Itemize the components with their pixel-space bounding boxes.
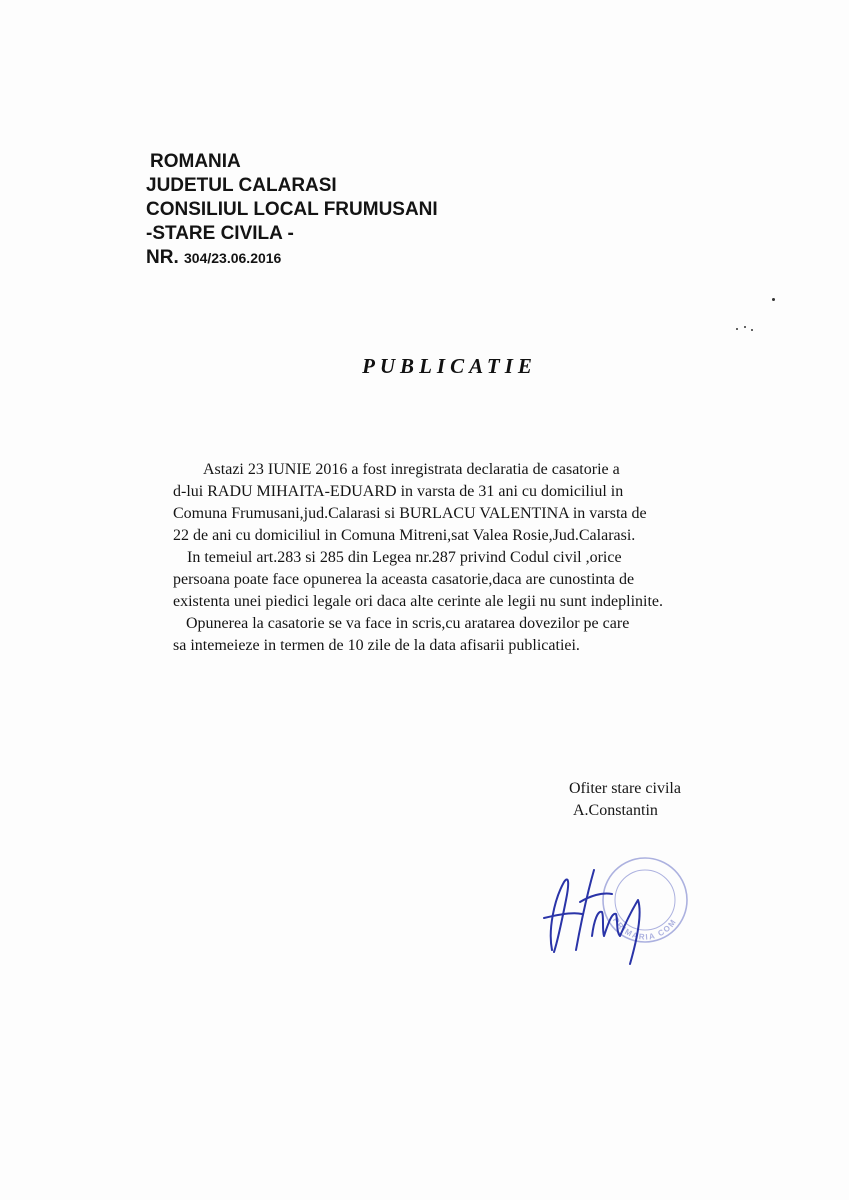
signature-and-stamp (530, 840, 700, 970)
header-department: -STARE CIVILA - (146, 223, 294, 244)
header-number-prefix: NR. (146, 247, 179, 268)
signatory-block (569, 778, 681, 822)
body-line: persoana poate face opunerea la aceasta casatorie,daca are cunostinta de (173, 571, 635, 588)
header-council: CONSILIUL LOCAL FRUMUSANI (146, 199, 438, 220)
issuer-header (146, 150, 438, 270)
header-number-value: 304/23.06.2016 (184, 250, 282, 266)
body-line: 22 de ani cu domiciliul in Comuna Mitreni,sat Valea Rosie,Jud.Calarasi. (173, 527, 636, 544)
stamp-text: PRIMARIA COM (610, 915, 679, 942)
body-line: existenta unei piedici legale ori daca alte cerinte ale legii nu sunt indeplinite. (173, 593, 664, 610)
officer-role: Ofiter stare civila (569, 780, 681, 797)
body-line: In temeiul art.283 si 285 din Legea nr.287 privind Codul civil ,orice (187, 549, 622, 566)
header-county: JUDETUL CALARASI (146, 175, 337, 196)
publication-body (173, 459, 773, 657)
official-stamp (603, 858, 687, 942)
scan-speck (736, 328, 738, 330)
handwritten-signature (544, 870, 640, 964)
document-title: PUBLICATIE (362, 354, 537, 378)
header-country: ROMANIA (150, 151, 241, 172)
body-line: Comuna Frumusani,jud.Calarasi si BURLACU VALENTINA in varsta de (173, 505, 647, 522)
header-number (146, 246, 438, 270)
scan-speck (772, 298, 775, 301)
svg-text:PRIMARIA COM (611, 916, 679, 942)
scan-speck (751, 329, 753, 331)
officer-name: A.Constantin (573, 802, 658, 819)
scan-speck (744, 326, 746, 328)
body-line: sa intemeieze in termen de 10 zile de la data afisarii publicatiei. (173, 637, 580, 654)
body-line: Astazi 23 IUNIE 2016 a fost inregistrata declaratia de casatorie a (203, 461, 620, 478)
body-line: Opunerea la casatorie se va face in scris,cu aratarea dovezilor pe care (186, 615, 630, 632)
body-line: d-lui RADU MIHAITA-EDUARD in varsta de 31 ani cu domiciliul in (173, 483, 624, 500)
